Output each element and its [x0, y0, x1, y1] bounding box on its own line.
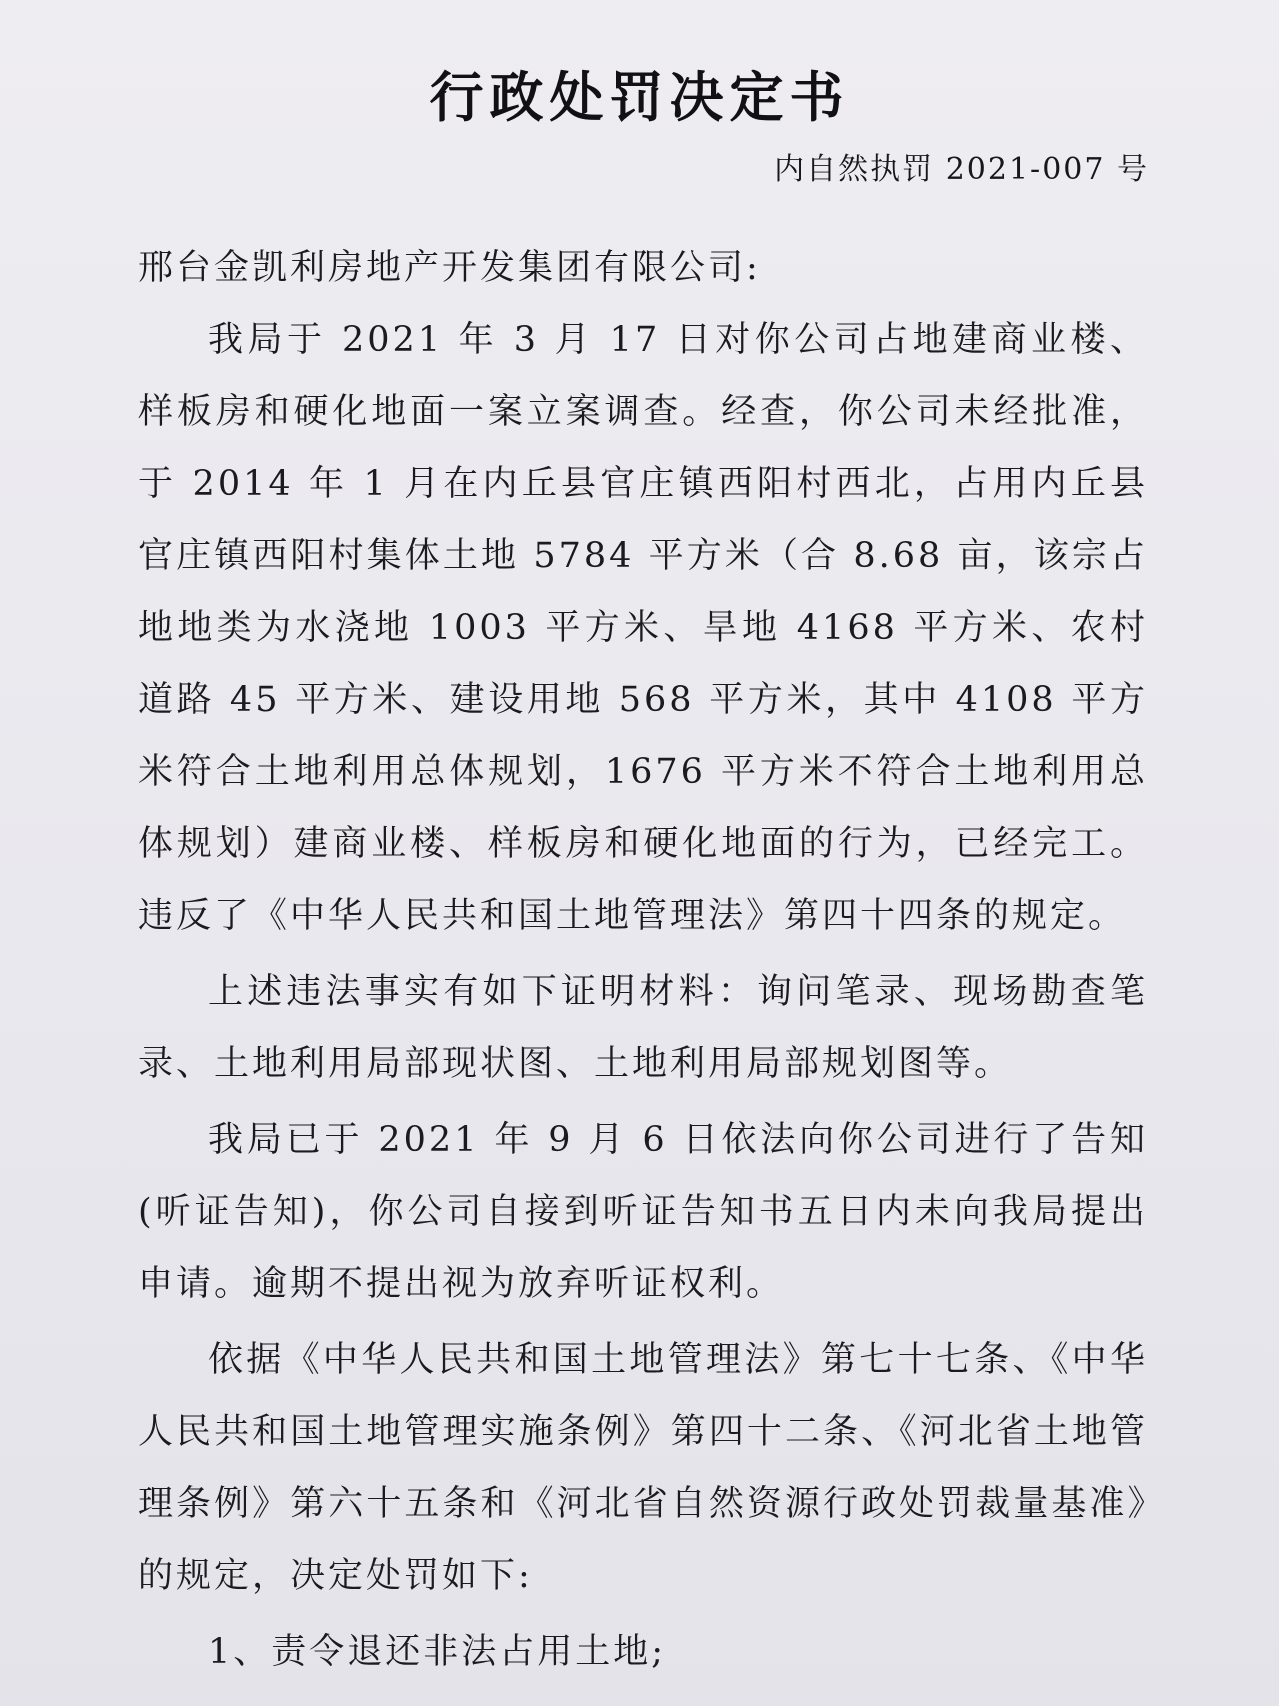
- paragraph-legal-basis: 依据《中华人民共和国土地管理法》第七十七条、《中华人民共和国土地管理实施条例》第四十二条、《河北省土地管理条例》第六十五条和《河北省自然资源行政处罚裁量基准》的规定，决定处罚如下:: [138, 1340, 1148, 1596]
- paragraph-hearing-notice: 我局已于 2021 年 9 月 6 日依法向你公司进行了告知(听证告知)，你公司自接到听证告知书五日内未向我局提出申请。逾期不提出视为放弃听证权利。: [138, 1120, 1148, 1304]
- paragraph-investigation: 我局于 2021 年 3 月 17 日对你公司占地建商业楼、样板房和硬化地面一案立案调查。经查，你公司未经批准，于 2014 年 1 月在内丘县官庄镇西阳村西北，占用内丘县官庄镇西阳村集体土地 5784 平方米（合 8.68 亩，该宗占地地类为水浇地 1003 平方米、旱地 4168 平方米、农村道路 45 平方米、建设用地 568 平方米，其中 4108 平方米符合土地利用总体规划，1676 平方米不符合土地利用总体规划）建商业楼、样板房和硬化地面的行为，已经完工。违反了《中华人民共和国土地管理法》第四十四条的规定。: [138, 320, 1148, 936]
- document-title: 行政处罚决定书: [429, 66, 850, 129]
- document-number: 内自然执罚 2021-007 号: [774, 152, 1149, 187]
- paragraph-evidence: 上述违法事实有如下证明材料：询问笔录、现场勘查笔录、土地利用局部现状图、土地利用局部规划图等。: [138, 972, 1148, 1084]
- addressee: 邢台金凯利房地产开发集团有限公司:: [138, 248, 761, 288]
- document-body: [138, 232, 1148, 1688]
- penalty-item: 1、责令退还非法占用土地;: [208, 1632, 667, 1672]
